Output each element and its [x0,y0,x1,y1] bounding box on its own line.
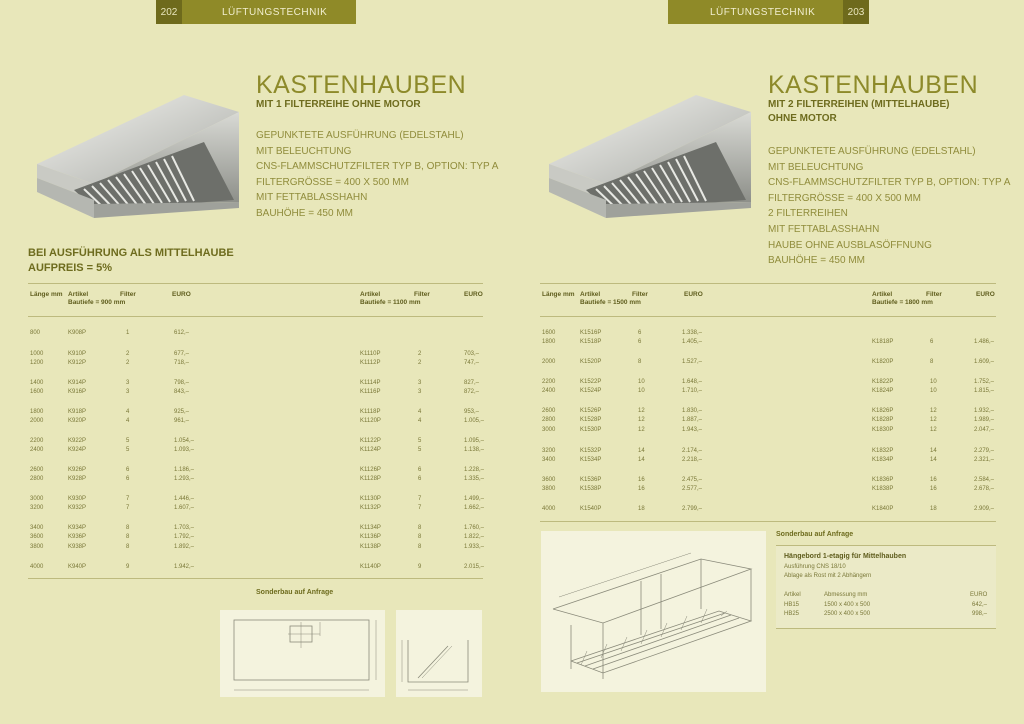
cell-euro: 1.887,– [682,417,703,423]
cell-filter2: 6 [418,476,422,482]
cell-filter: 12 [638,408,645,414]
cell-laenge: 1600 [30,389,44,395]
cell-filter: 18 [638,506,645,512]
col-header-euro: EURO [172,291,191,298]
cell-laenge: 3400 [30,525,44,531]
cell-laenge: 3600 [542,477,556,483]
cell-artikel2: K1126P [360,467,381,473]
cell-artikel2: K1128P [360,476,381,482]
cell-laenge: 2000 [542,359,556,365]
cell-filter: 5 [126,447,130,453]
cell-filter: 10 [638,388,645,394]
cell-artikel: K936P [68,534,87,540]
cell-euro: 2.218,– [682,457,703,463]
cell-artikel2: K1122P [360,438,381,444]
haengebord-line1: Ausführung CNS 18/10 [784,564,846,570]
cell-filter2: 5 [418,438,422,444]
cell-euro: 2.174,– [682,448,703,454]
cell-euro2: 747,– [464,360,480,366]
cell-filter: 7 [126,505,130,511]
cell-artikel: K938P [68,544,87,550]
cell-filter: 6 [126,476,130,482]
cell-filter: 5 [126,438,130,444]
cell-artikel: K1522P [580,379,602,385]
cell-artikel2: K1836P [872,477,894,483]
cell-euro: 1.648,– [682,379,703,385]
cell-filter: 12 [638,427,645,433]
feature-item: GEPUNKTETE AUSFÜHRUNG (EDELSTAHL) [256,130,464,141]
col-header-filter: Filter [632,291,648,298]
subtitle-line: OHNE MOTOR [768,113,837,124]
feature-item: HAUBE OHNE AUSBLASÖFFNUNG [768,239,932,251]
cell-euro: 1.792,– [174,534,195,540]
haengebord-row-artikel: HB15 [784,602,800,608]
cell-euro: 1.093,– [174,447,195,453]
cell-artikel2: K1818P [872,339,894,345]
cell-filter: 8 [126,544,130,550]
feature-item: MIT FETTABLASSHAHN [256,192,368,204]
cell-laenge: 3200 [542,448,556,454]
haengebord-line2: Ablage als Rost mit 2 Abhängern [784,573,872,579]
cell-euro: 1.054,– [174,438,195,444]
col-header-euro: EURO [684,291,703,298]
cell-euro2: 827,– [464,380,480,386]
col-header-artikel2: Artikel [872,291,893,298]
cell-laenge: 2200 [30,438,44,444]
cell-filter2: 3 [418,389,422,395]
cell-filter2: 7 [418,505,422,511]
cell-laenge: 1600 [542,330,556,336]
cell-euro: 718,– [174,360,190,366]
feature-item: BAUHÖHE = 450 MM [768,255,865,267]
page-subtitle-left: MIT 1 FILTERREIHE OHNE MOTOR [256,99,421,110]
note-line: BEI AUSFÜHRUNG ALS MITTELHAUBE [28,247,234,259]
feature-item: CNS-FLAMMSCHUTZFILTER TYP B, OPTION: TYP A [256,161,499,173]
feature-item: GEPUNKTETE AUSFÜHRUNG (EDELSTAHL) [768,146,976,157]
cell-euro2: 1.138,– [464,447,485,453]
cell-euro: 1.942,– [174,564,195,570]
haengebord-title: Hängebord 1-etagig für Mittelhauben [784,553,907,560]
cell-artikel: K926P [68,467,87,473]
cell-laenge: 3000 [30,496,44,502]
cell-euro2: 2.584,– [974,477,995,483]
cell-laenge: 2400 [30,447,44,453]
cell-filter2: 3 [418,380,422,386]
col-header-laenge: Länge mm [30,291,63,298]
cell-euro: 1.830,– [682,408,703,414]
cell-euro2: 953,– [464,409,480,415]
cell-filter2: 5 [418,447,422,453]
cell-laenge: 2400 [542,388,556,394]
cell-euro2: 703,– [464,351,480,357]
cell-artikel: K908P [68,330,87,336]
cell-filter: 16 [638,486,645,492]
cell-euro2: 1.335,– [464,476,485,482]
note-line: AUFPREIS = 5% [28,262,113,274]
cell-artikel2: K1840P [872,506,894,512]
cell-laenge: 1800 [30,409,44,415]
cell-artikel2: K1118P [360,409,381,415]
col-header-artikel2: Artikel [360,291,381,298]
cell-artikel2: K1116P [360,389,381,395]
cell-artikel: K930P [68,496,87,502]
cell-artikel2: K1130P [360,496,381,502]
cell-artikel: K1518P [580,339,602,345]
section-label: LÜFTUNGSTECHNIK [222,6,328,18]
cell-euro: 2.475,– [682,477,703,483]
section-label: LÜFTUNGSTECHNIK [710,6,816,18]
cell-euro2: 1.486,– [974,339,995,345]
cell-artikel2: K1832P [872,448,894,454]
cell-filter2: 16 [930,486,937,492]
cell-artikel2: K1120P [360,418,381,424]
cell-euro2: 1.662,– [464,505,485,511]
cell-artikel: K1538P [580,486,602,492]
col-header-bautiefe2: Bautiefe = 1100 mm [360,299,421,306]
cell-euro: 1.607,– [174,505,195,511]
cell-artikel2: K1134P [360,525,381,531]
cell-laenge: 2800 [542,417,556,423]
cell-filter2: 10 [930,388,937,394]
haengebord-col-artikel: Artikel [784,592,801,598]
cell-laenge: 2000 [30,418,44,424]
cell-laenge: 4000 [542,506,556,512]
cell-euro: 1.293,– [174,476,195,482]
col-header-filter2: Filter [414,291,430,298]
cell-filter: 8 [638,359,642,365]
cell-euro2: 1.752,– [974,379,995,385]
cell-filter2: 4 [418,409,422,415]
cell-filter: 3 [126,380,130,386]
haengebord-row-artikel: HB25 [784,611,800,617]
mittelhaube-note [28,246,234,276]
cell-filter: 12 [638,417,645,423]
cell-artikel2: K1828P [872,417,894,423]
cell-artikel2: K1140P [360,564,381,570]
cell-euro2: 1.095,– [464,438,485,444]
cell-filter: 14 [638,457,645,463]
cell-artikel: K1520P [580,359,602,365]
cell-filter2: 6 [418,467,422,473]
table-header-rule [540,316,996,317]
cell-artikel: K932P [68,505,87,511]
cell-artikel2: K1110P [360,351,381,357]
col-header-artikel: Artikel [580,291,601,298]
cell-artikel2: K1114P [360,380,381,386]
cell-laenge: 2600 [30,467,44,473]
cell-euro: 677,– [174,351,190,357]
col-header-filter2: Filter [926,291,942,298]
cell-artikel: K916P [68,389,87,395]
feature-list-right [768,144,1018,269]
table-top-rule [28,283,483,284]
cell-euro: 798,– [174,380,190,386]
cell-artikel: K928P [68,476,87,482]
cell-laenge: 3000 [542,427,556,433]
col-header-bautiefe2: Bautiefe = 1800 mm [872,299,933,306]
cell-artikel: K1530P [580,427,602,433]
cell-euro: 1.943,– [682,427,703,433]
cell-euro: 1.710,– [682,388,703,394]
table-header-rule [28,316,483,317]
subtitle-line: MIT 2 FILTERREIHEN (MITTELHAUBE) [768,99,950,110]
cell-euro2: 1.228,– [464,467,485,473]
hood-image-left [34,92,244,224]
feature-item: FILTERGRÖSSE = 400 X 500 MM [768,192,921,204]
cell-euro2: 1.822,– [464,534,485,540]
cell-artikel: K1516P [580,330,602,336]
table-top-rule [540,283,996,284]
cell-filter2: 8 [418,525,422,531]
cell-filter2: 2 [418,360,422,366]
cell-artikel2: K1822P [872,379,894,385]
cell-filter: 6 [638,339,642,345]
technical-drawing-side-view [396,610,482,697]
cell-artikel: K940P [68,564,87,570]
cell-euro2: 1.499,– [464,496,485,502]
col-header-bautiefe: Bautiefe = 900 mm [68,299,126,306]
cell-laenge: 2800 [30,476,44,482]
haengebord-col-abmessung: Abmessung mm [824,592,868,598]
cell-euro2: 872,– [464,389,480,395]
cell-filter2: 4 [418,418,422,424]
cell-euro: 1.338,– [682,330,703,336]
cell-artikel2: K1132P [360,505,381,511]
cell-laenge: 1000 [30,351,44,357]
cell-euro: 1.703,– [174,525,195,531]
cell-laenge: 4000 [30,564,44,570]
cell-artikel: K1528P [580,417,602,423]
haengebord-row-abm: 1500 x 400 x 500 [824,602,871,608]
cell-artikel2: K1820P [872,359,894,365]
cell-artikel: K1540P [580,506,602,512]
cell-laenge: 1200 [30,360,44,366]
feature-item: 2 FILTERREIHEN [768,208,848,220]
cell-filter2: 14 [930,457,937,463]
page-number-left: 202 [156,0,182,24]
cell-filter2: 10 [930,379,937,385]
cell-euro2: 1.933,– [464,544,485,550]
cell-filter: 2 [126,360,130,366]
cell-filter: 14 [638,448,645,454]
page-title-left: KASTENHAUBEN [256,71,467,99]
cell-laenge: 800 [30,330,41,336]
cell-artikel2: K1834P [872,457,894,463]
cell-filter: 3 [126,389,130,395]
cell-euro2: 2.678,– [974,486,995,492]
haengebord-row-abm: 2500 x 400 x 500 [824,611,871,617]
cell-euro2: 2.015,– [464,564,485,570]
cell-artikel2: K1830P [872,427,894,433]
cell-euro2: 2.909,– [974,506,995,512]
feature-item: MIT FETTABLASSHAHN [768,223,880,235]
cell-euro2: 1.760,– [464,525,485,531]
cell-artikel: K934P [68,525,87,531]
feature-item: BAUHÖHE = 450 MM [256,207,353,219]
feature-item: CNS-FLAMMSCHUTZFILTER TYP B, OPTION: TYP A [768,177,1011,189]
feature-item: MIT BELEUCHTUNG [768,161,864,173]
hood-image-right [546,92,756,224]
cell-euro2: 2.279,– [974,448,995,454]
col-header-artikel: Artikel [68,291,89,298]
cell-artikel: K912P [68,360,87,366]
page-number-right: 203 [843,0,869,24]
cell-artikel: K1526P [580,408,602,414]
cell-artikel: K1536P [580,477,602,483]
cell-artikel2: K1124P [360,447,381,453]
sonderbau-note-left: Sonderbau auf Anfrage [256,589,334,596]
cell-filter2: 18 [930,506,937,512]
cell-filter2: 9 [418,564,422,570]
cell-euro: 843,– [174,389,190,395]
cell-artikel: K924P [68,447,87,453]
table-bottom-rule [540,521,996,522]
cell-artikel: K910P [68,351,87,357]
page-subtitle-right [768,98,949,126]
col-header-euro2: EURO [464,291,483,298]
cell-filter: 4 [126,409,130,415]
cell-laenge: 3400 [542,457,556,463]
cell-euro2: 1.815,– [974,388,995,394]
col-header-euro2: EURO [976,291,995,298]
cell-filter2: 6 [930,339,934,345]
cell-euro: 2.577,– [682,486,703,492]
cell-artikel2: K1838P [872,486,894,492]
haengebord-drawing [541,531,766,692]
cell-euro: 2.799,– [682,506,703,512]
section-header-right [668,0,843,24]
cell-euro: 961,– [174,418,190,424]
cell-artikel: K914P [68,380,87,386]
cell-laenge: 1800 [542,339,556,345]
cell-artikel2: K1826P [872,408,894,414]
haengebord-row-euro: 998,– [972,611,988,617]
cell-euro2: 1.932,– [974,408,995,414]
cell-artikel: K1532P [580,448,602,454]
cell-filter: 9 [126,564,130,570]
cell-filter: 10 [638,379,645,385]
cell-artikel2: K1136P [360,534,381,540]
cell-artikel: K1534P [580,457,602,463]
cell-laenge: 2600 [542,408,556,414]
section-header-left [182,0,356,24]
haengebord-col-euro: EURO [970,592,988,598]
sonderbau-note-right: Sonderbau auf Anfrage [776,531,854,538]
cell-filter: 7 [126,496,130,502]
cell-filter2: 12 [930,408,937,414]
cell-laenge: 1400 [30,380,44,386]
cell-filter2: 7 [418,496,422,502]
cell-euro: 925,– [174,409,190,415]
cell-euro: 1.405,– [682,339,703,345]
haengebord-info-box [776,545,996,629]
cell-filter: 8 [126,534,130,540]
col-header-filter: Filter [120,291,136,298]
cell-filter2: 14 [930,448,937,454]
cell-euro: 1.892,– [174,544,195,550]
cell-artikel: K1524P [580,388,602,394]
cell-filter: 8 [126,525,130,531]
cell-euro: 612,– [174,330,190,336]
cell-artikel2: K1112P [360,360,381,366]
cell-laenge: 3800 [542,486,556,492]
cell-euro: 1.446,– [174,496,195,502]
cell-artikel2: K1824P [872,388,894,394]
cell-laenge: 2200 [542,379,556,385]
cell-filter: 6 [126,467,130,473]
feature-item: FILTERGRÖSSE = 400 X 500 MM [256,176,409,188]
cell-filter: 2 [126,351,130,357]
cell-artikel: K920P [68,418,87,424]
cell-filter2: 16 [930,477,937,483]
cell-filter2: 8 [418,534,422,540]
cell-artikel2: K1138P [360,544,381,550]
col-header-laenge: Länge mm [542,291,575,298]
cell-laenge: 3600 [30,534,44,540]
feature-item: MIT BELEUCHTUNG [256,145,352,157]
cell-filter2: 12 [930,427,937,433]
col-header-bautiefe: Bautiefe = 1500 mm [580,299,641,306]
cell-filter2: 2 [418,351,422,357]
cell-laenge: 3800 [30,544,44,550]
cell-artikel: K922P [68,438,87,444]
cell-euro2: 1.989,– [974,417,995,423]
cell-filter2: 12 [930,417,937,423]
table-bottom-rule [28,578,483,579]
cell-artikel: K918P [68,409,87,415]
page-title-right: KASTENHAUBEN [768,71,979,99]
cell-euro: 1.527,– [682,359,703,365]
cell-filter: 1 [126,330,130,336]
cell-filter: 4 [126,418,130,424]
cell-euro2: 2.321,– [974,457,995,463]
cell-euro: 1.186,– [174,467,195,473]
cell-euro2: 2.047,– [974,427,995,433]
technical-drawing-top-view [220,610,385,697]
cell-euro2: 1.609,– [974,359,995,365]
cell-filter2: 8 [930,359,934,365]
feature-list-left [256,128,506,222]
cell-filter: 16 [638,477,645,483]
cell-filter2: 8 [418,544,422,550]
cell-laenge: 3200 [30,505,44,511]
haengebord-row-euro: 642,– [972,602,988,608]
cell-euro2: 1.005,– [464,418,485,424]
cell-filter: 6 [638,330,642,336]
